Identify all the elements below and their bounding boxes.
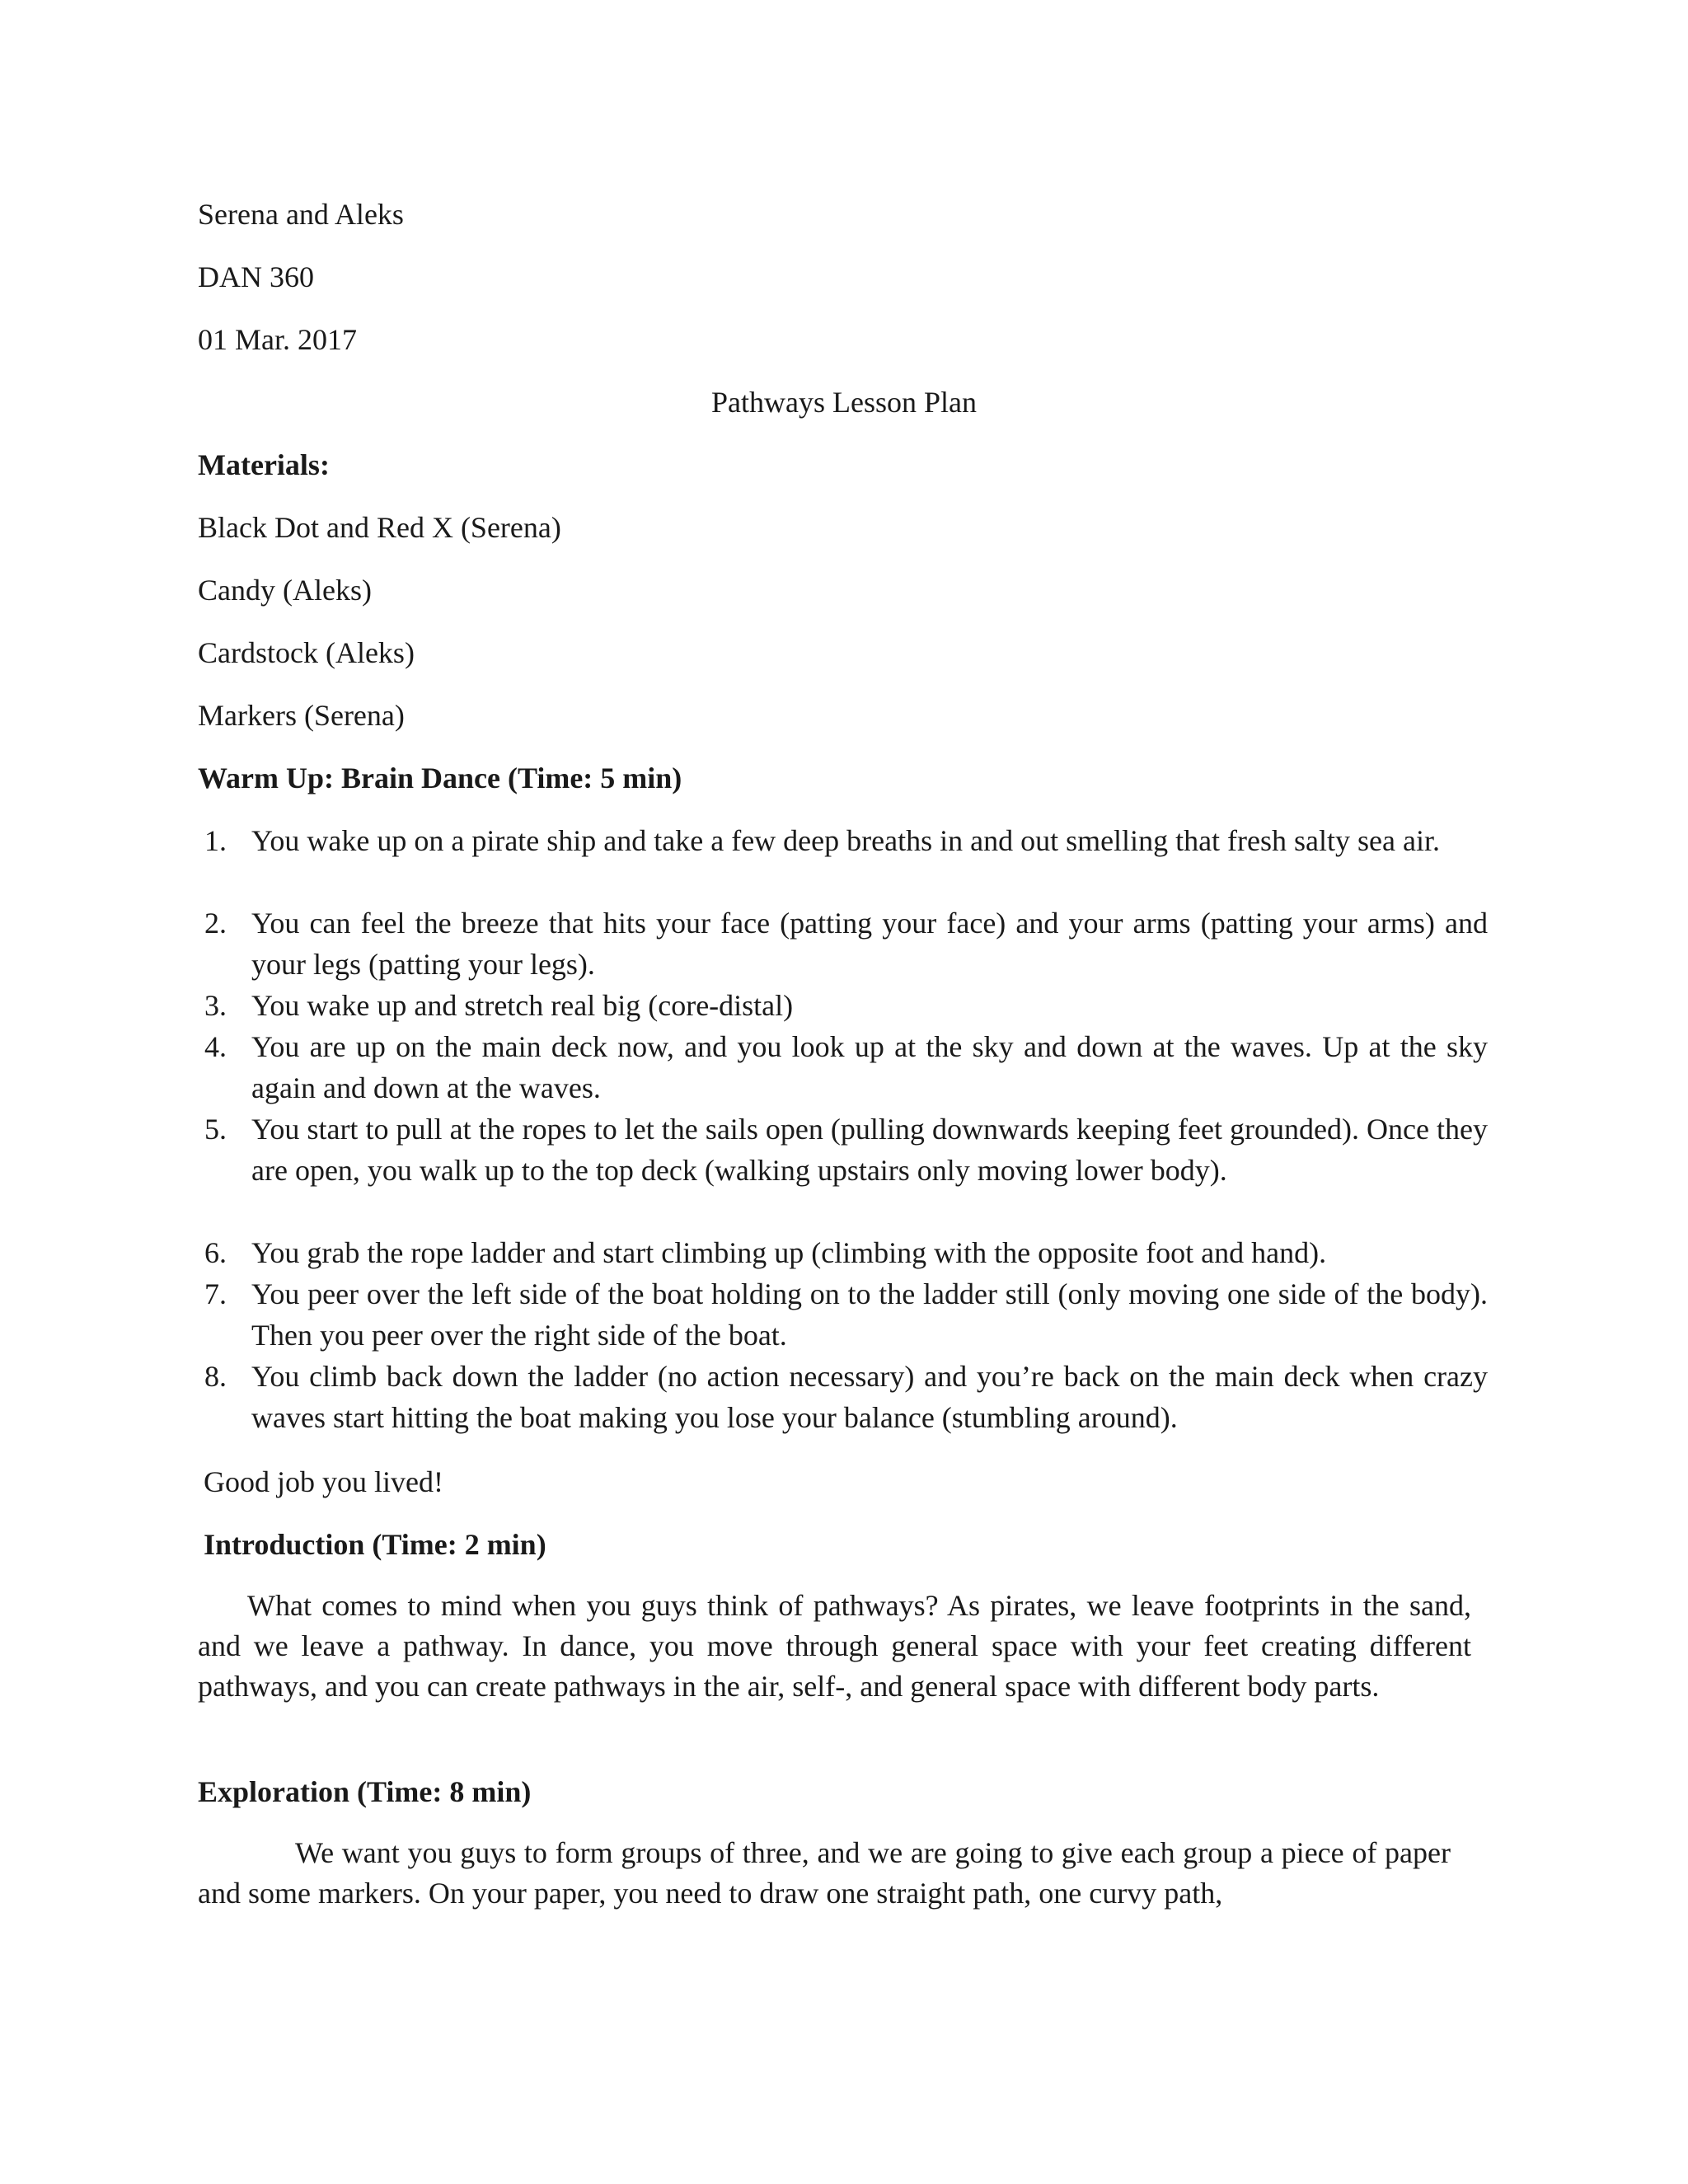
step-number: 6. [204, 1236, 227, 1269]
step-text: You start to pull at the ropes to let the sails open (pulling downwards keeping feet grounded). Once they are open, you walk up to the top deck (walking upstairs only moving lower body). [251, 1113, 1488, 1187]
step-number: 7. [204, 1277, 227, 1310]
step-text: You grab the rope ladder and start climbing up (climbing with the opposite foot and hand). [251, 1236, 1327, 1269]
warmup-heading: Warm Up: Brain Dance (Time: 5 min) [198, 762, 682, 794]
author-line: Serena and Aleks [198, 198, 404, 231]
introduction-heading: Introduction (Time: 2 min) [204, 1528, 546, 1561]
course-line: DAN 360 [198, 260, 314, 293]
step-number: 2. [204, 907, 227, 940]
document-title: Pathways Lesson Plan [711, 386, 977, 419]
step-number: 5. [204, 1113, 227, 1146]
step-number: 4. [204, 1030, 227, 1063]
warmup-closing: Good job you lived! [204, 1465, 443, 1498]
date-line: 01 Mar. 2017 [198, 323, 357, 356]
step-text: You peer over the left side of the boat holding on to the ladder still (only moving one side of the body). Then you peer over the right side of the boat. [251, 1277, 1488, 1352]
exploration-paragraph: We want you guys to form groups of three, and we are going to give each group a piece of paper and some markers. On your paper, you need to draw one straight path, one curvy path, [198, 1836, 1451, 1910]
step-number: 8. [204, 1360, 227, 1393]
step-text: You wake up and stretch real big (core-distal) [251, 989, 794, 1022]
step-text: You climb back down the ladder (no action necessary) and you’re back on the main deck when crazy waves start hitting the boat making you lose your balance (stumbling around). [251, 1360, 1488, 1434]
exploration-heading: Exploration (Time: 8 min) [198, 1775, 532, 1808]
step-text: You are up on the main deck now, and you look up at the sky and down at the waves. Up at the sky again and down at the waves. [251, 1030, 1488, 1104]
step-number: 1. [204, 824, 227, 857]
step-number: 3. [204, 989, 227, 1022]
materials-heading: Materials: [198, 448, 330, 481]
step-text: You can feel the breeze that hits your face (patting your face) and your arms (patting your arms) and your legs (patting your legs). [251, 907, 1488, 981]
materials-item: Cardstock (Aleks) [198, 636, 415, 669]
materials-item: Candy (Aleks) [198, 574, 372, 607]
step-text: You wake up on a pirate ship and take a few deep breaths in and out smelling that fresh salty sea air. [251, 824, 1440, 857]
materials-item: Markers (Serena) [198, 699, 405, 732]
introduction-paragraph: What comes to mind when you guys think of pathways? As pirates, we leave footprints in the sand, and we leave a pathway. In dance, you move through general space with your feet creating different pathways, and you can create pathways in the air, self-, and general space with different body parts. [198, 1589, 1471, 1703]
materials-item: Black Dot and Red X (Serena) [198, 511, 561, 544]
